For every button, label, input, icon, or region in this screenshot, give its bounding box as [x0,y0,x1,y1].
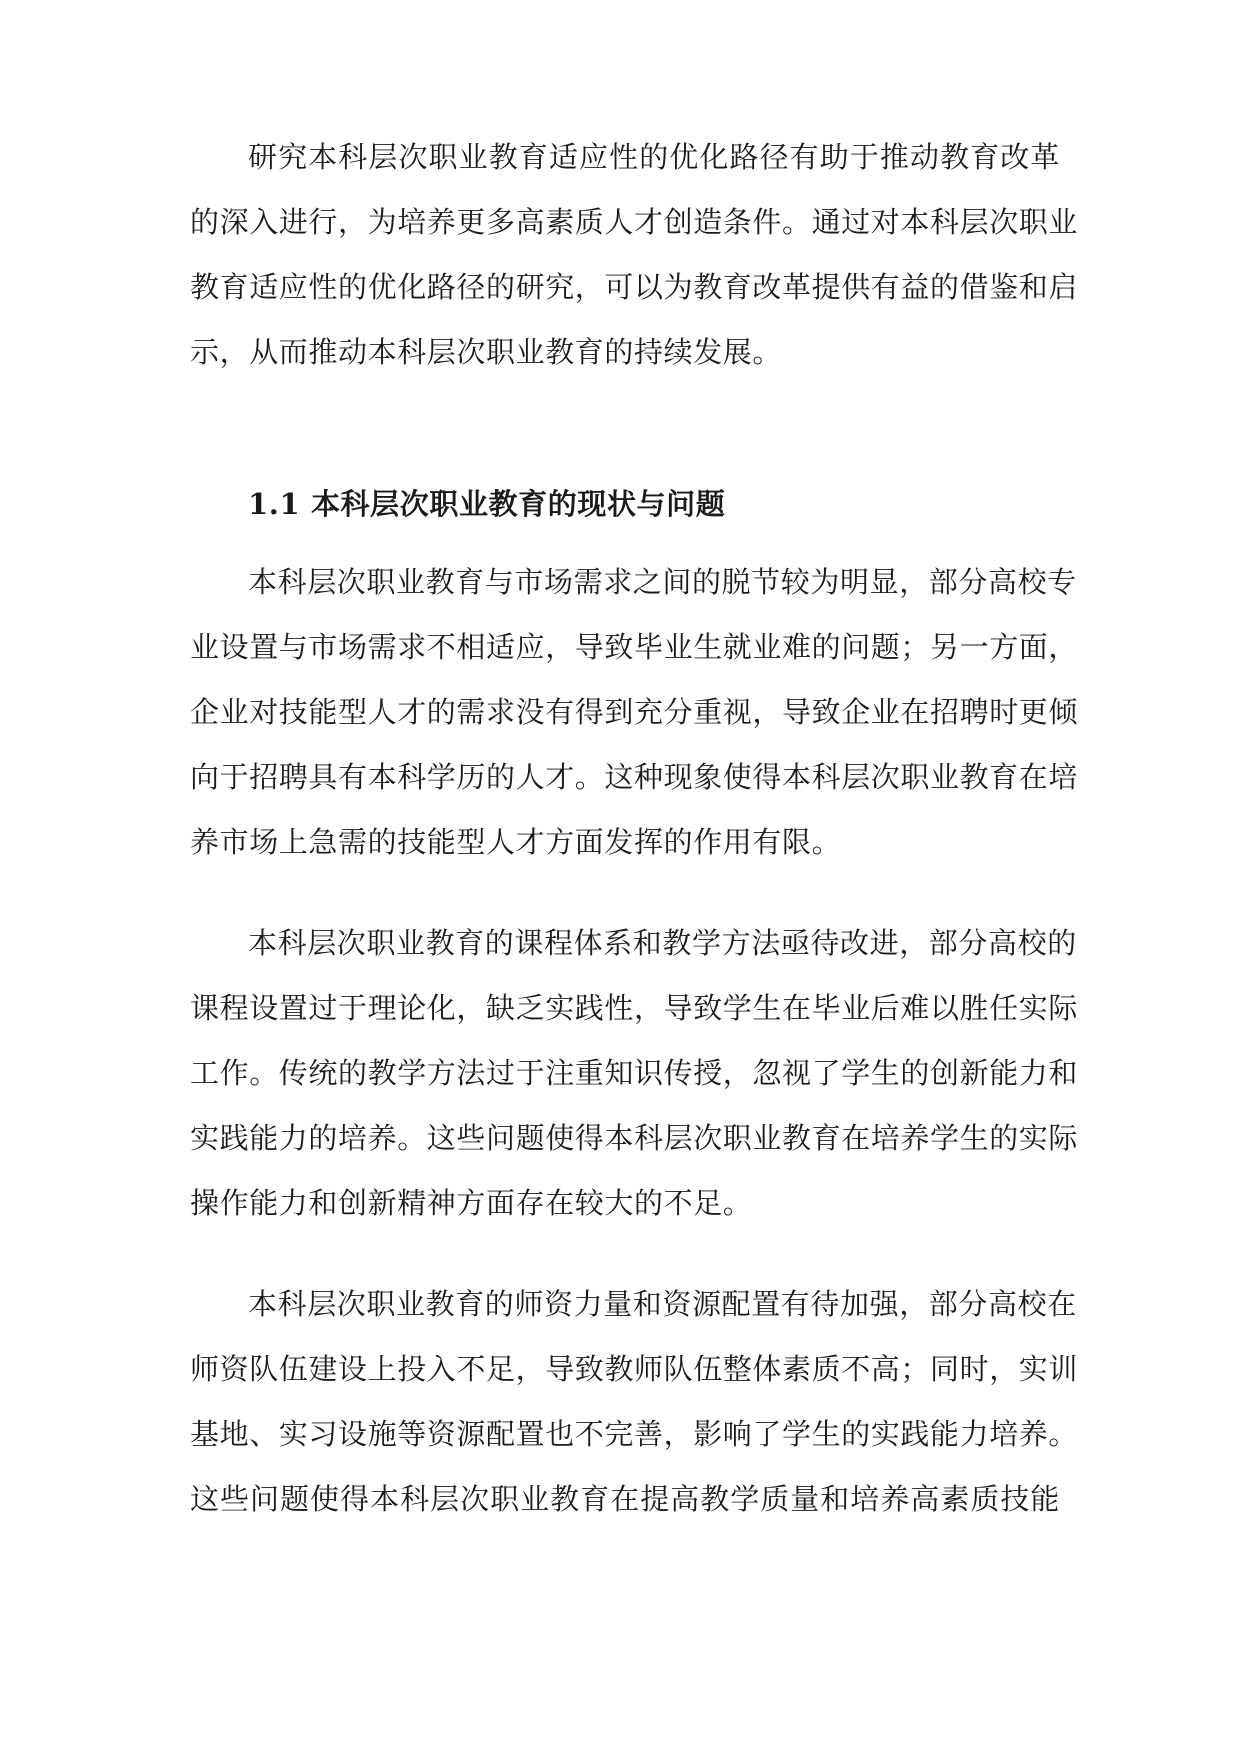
para3-line-2: 师资队伍建设上投入不足，导致教师队伍整体素质不高；同时，实训 [190,1352,1079,1386]
para2-line-1: 本科层次职业教育的课程体系和教学方法亟待改进，部分高校的 [248,926,1077,960]
para3-line-1: 本科层次职业教育的师资力量和资源配置有待加强，部分高校在 [248,1287,1077,1321]
para1-line-4: 向于招聘具有本科学历的人才。这种现象使得本科层次职业教育在培 [190,760,1079,794]
para2-line-2: 课程设置过于理论化，缺乏实践性，导致学生在毕业后难以胜任实际 [190,991,1079,1025]
para2-line-4: 实践能力的培养。这些问题使得本科层次职业教育在培养学生的实际 [190,1121,1079,1155]
para1-line-1: 本科层次职业教育与市场需求之间的脱节较为明显，部分高校专 [248,565,1077,599]
para2-line-5: 操作能力和创新精神方面存在较大的不足。 [190,1186,753,1220]
intro-line-1: 研究本科层次职业教育适应性的优化路径有助于推动教育改革 [248,140,1060,174]
intro-line-3: 教育适应性的优化路径的研究，可以为教育改革提供有益的借鉴和启 [190,270,1079,304]
para3-line-4: 这些问题使得本科层次职业教育在提高教学质量和培养高素质技能 [190,1482,1060,1516]
intro-line-2: 的深入进行，为培养更多高素质人才创造条件。通过对本科层次职业 [190,205,1079,239]
para1-line-5: 养市场上急需的技能型人才方面发挥的作用有限。 [190,825,842,859]
section-heading: 1.1 本科层次职业教育的现状与问题 [248,487,726,521]
para1-line-2: 业设置与市场需求不相适应，导致毕业生就业难的问题；另一方面， [190,630,1079,664]
para2-line-3: 工作。传统的教学方法过于注重知识传授，忽视了学生的创新能力和 [190,1056,1079,1090]
para3-line-3: 基地、实习设施等资源配置也不完善，影响了学生的实践能力培养。 [190,1417,1079,1451]
intro-line-4: 示，从而推动本科层次职业教育的持续发展。 [190,335,783,369]
para1-line-3: 企业对技能型人才的需求没有得到充分重视，导致企业在招聘时更倾 [190,695,1079,729]
